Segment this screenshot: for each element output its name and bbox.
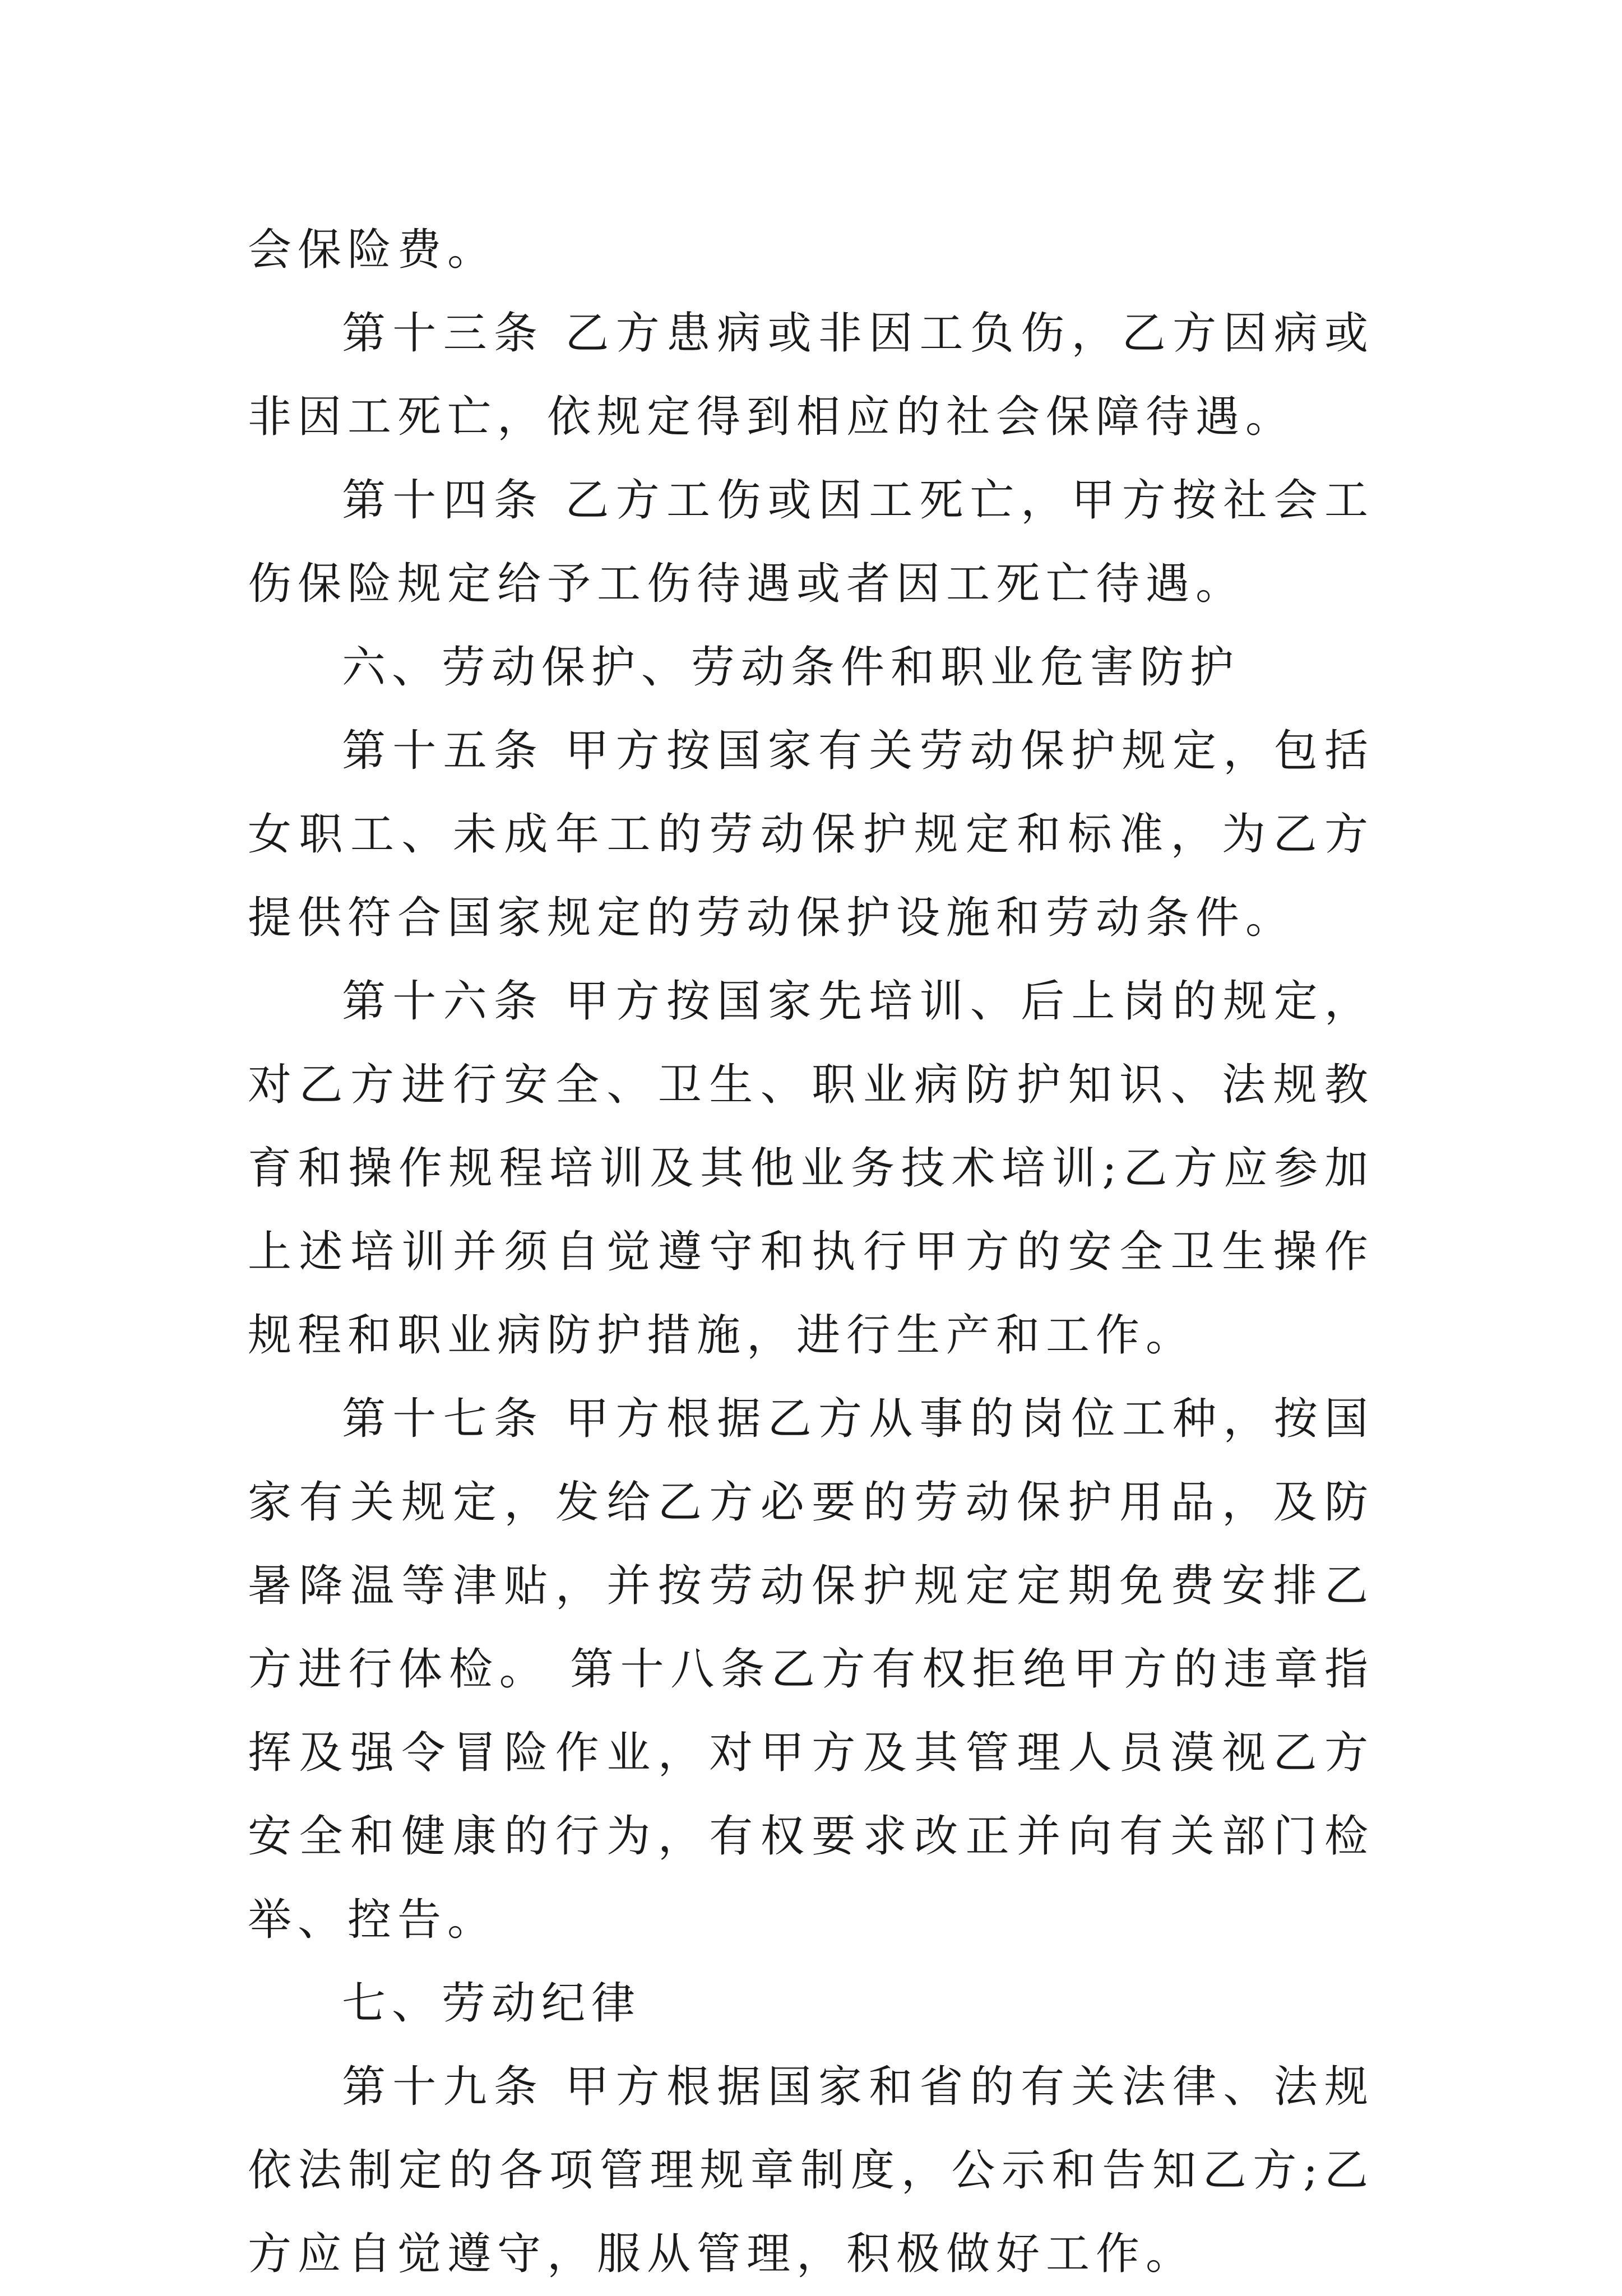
article-19: 第十九条 甲方根据国家和省的有关法律、法规依法制定的各项管理规章制度，公示和告知乙方;乙方应自觉遵守，服从管理，积极做好工作。	[248, 2062, 1374, 2279]
document-body	[248, 208, 1374, 2296]
paragraph-continuation: 会保险费。	[248, 225, 498, 275]
article-17-18: 第十七条 甲方根据乙方从事的岗位工种，按国家有关规定，发给乙方必要的劳动保护用品，及防暑降温等津贴，并按劳动保护规定定期免费安排乙方进行体检。 第十八条乙方有权拒绝甲方的违章指挥及强令冒险作业，对甲方及其管理人员漠视乙方安全和健康的行为，有权要求改正并向有关部门检举、控告。	[248, 1394, 1374, 1945]
article-13: 第十三条 乙方患病或非因工负伤，乙方因病或非因工死亡，依规定得到相应的社会保障待遇。	[248, 308, 1374, 442]
article-16: 第十六条 甲方按国家先培训、后上岗的规定，对乙方进行安全、卫生、职业病防护知识、法规教育和操作规程培训及其他业务技术培训;乙方应参加上述培训并须自觉遵守和执行甲方的安全卫生操作规程和职业病防护措施，进行生产和工作。	[248, 976, 1374, 1361]
article-15: 第十五条 甲方按国家有关劳动保护规定，包括女职工、未成年工的劳动保护规定和标准，为乙方提供符合国家规定的劳动保护设施和劳动条件。	[248, 726, 1374, 943]
section-heading-7: 七、劳动纪律	[342, 1978, 642, 2029]
section-heading-6: 六、劳动保护、劳动条件和职业危害防护	[342, 642, 1240, 693]
article-14: 第十四条 乙方工伤或因工死亡，甲方按社会工伤保险规定给予工伤待遇或者因工死亡待遇。	[248, 475, 1374, 609]
